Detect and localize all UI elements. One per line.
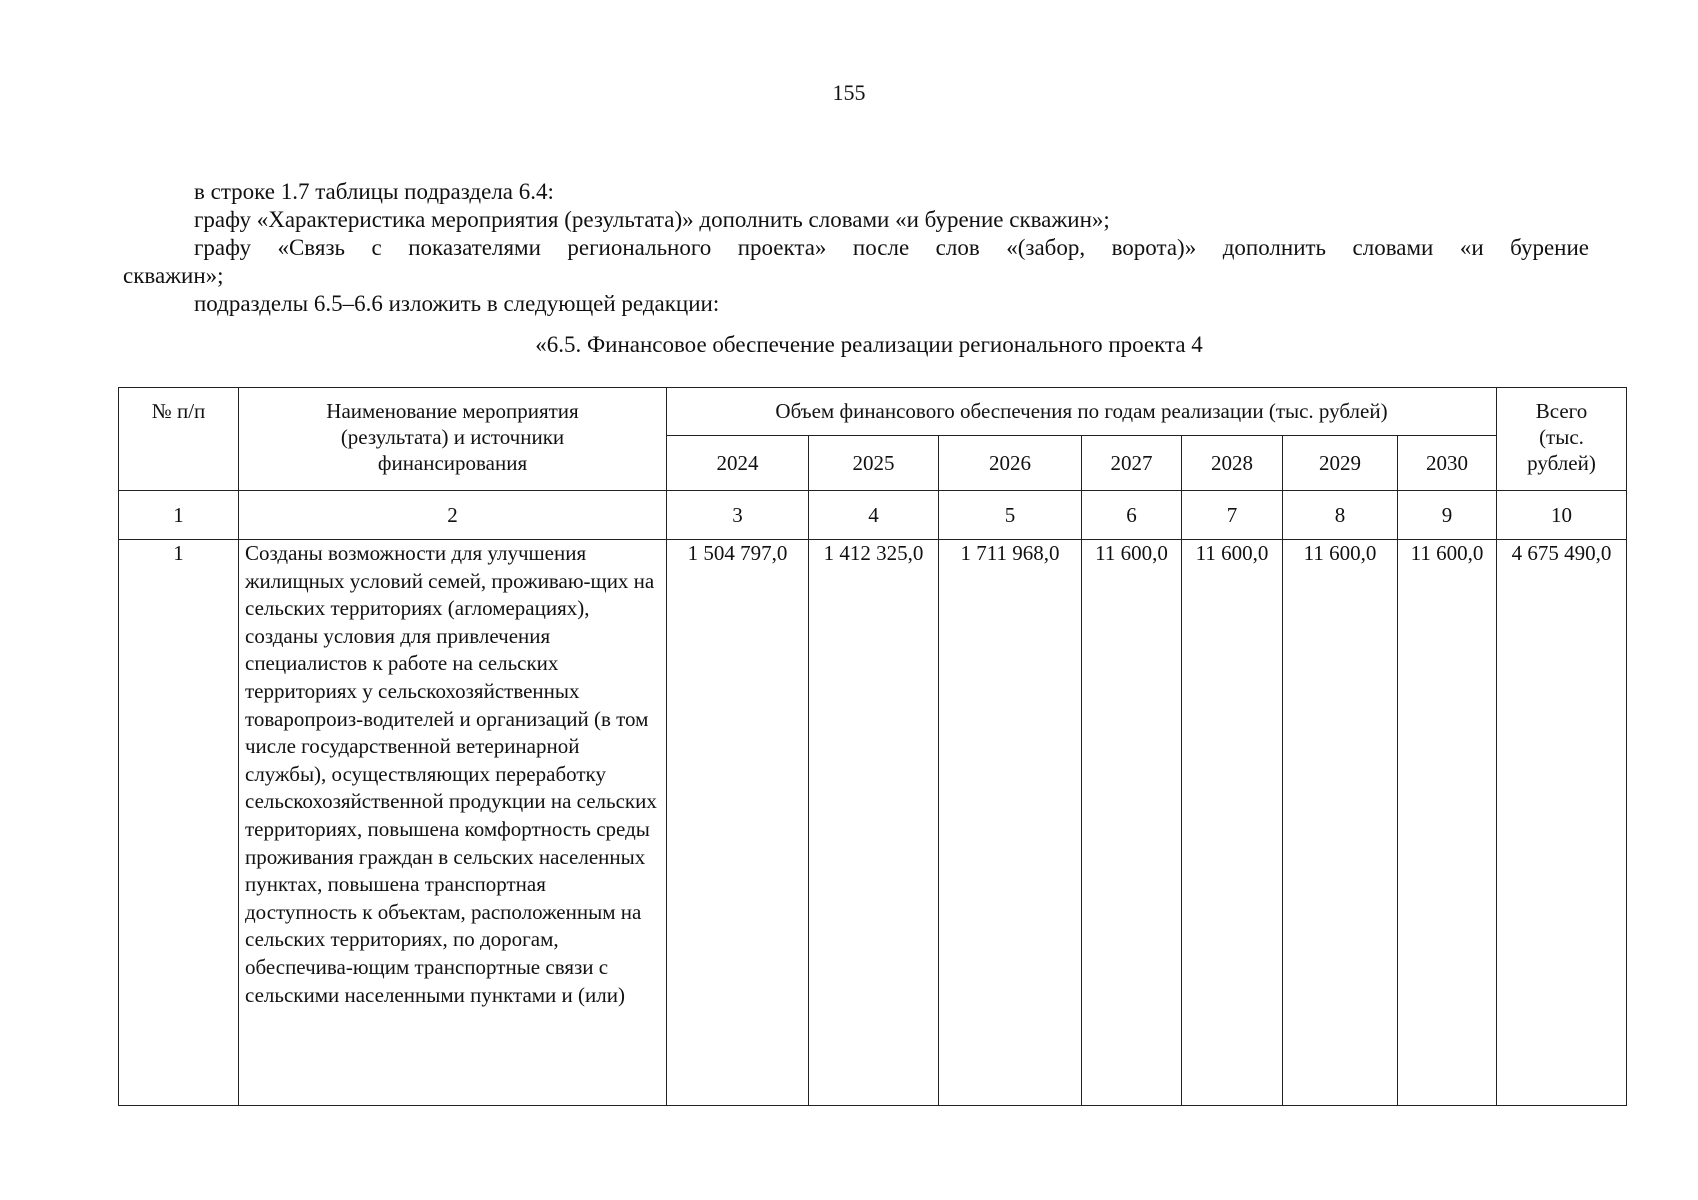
header-total: Всего (тыс. рублей) [1497, 388, 1627, 491]
intro-paragraph-4: подразделы 6.5–6.6 изложить в следующей редакции: [194, 291, 720, 316]
column-number: 1 [119, 491, 239, 540]
header-year: 2024 [667, 436, 809, 491]
column-number: 4 [809, 491, 939, 540]
row-value-2027: 11 600,0 [1082, 540, 1182, 1106]
row-value-2024: 1 504 797,0 [667, 540, 809, 1106]
column-number: 5 [939, 491, 1082, 540]
column-number: 7 [1182, 491, 1283, 540]
header-volume: Объем финансового обеспечения по годам реализации (тыс. рублей) [667, 388, 1497, 436]
row-value-2029: 11 600,0 [1283, 540, 1398, 1106]
header-year: 2027 [1082, 436, 1182, 491]
row-value-2030: 11 600,0 [1398, 540, 1497, 1106]
intro-paragraph-2: графу «Характеристика мероприятия (результата)» дополнить словами «и бурение скважин»; [194, 207, 1110, 232]
intro-text [123, 178, 1589, 318]
header-year: 2030 [1398, 436, 1497, 491]
intro-paragraph-1: в строке 1.7 таблицы подраздела 6.4: [194, 179, 554, 204]
intro-paragraph-3: графу «Связь с показателями регионального проекта» после слов «(забор, ворота)» дополнить словами «и бурение [194, 235, 1589, 260]
header-year: 2026 [939, 436, 1082, 491]
column-number: 9 [1398, 491, 1497, 540]
column-number: 3 [667, 491, 809, 540]
header-name: Наименование мероприятия (результата) и источники финансирования [239, 388, 667, 491]
row-value-2025: 1 412 325,0 [809, 540, 939, 1106]
section-heading: «6.5. Финансовое обеспечение реализации регионального проекта 4 [535, 332, 1203, 357]
header-year: 2029 [1283, 436, 1398, 491]
header-num: № п/п [119, 388, 239, 491]
row-total: 4 675 490,0 [1497, 540, 1627, 1106]
row-value-2026: 1 711 968,0 [939, 540, 1082, 1106]
header-year: 2028 [1182, 436, 1283, 491]
page-number: 155 [832, 80, 866, 105]
row-name: Созданы возможности для улучшения жилищных условий семей, проживаю-щих на сельских территориях (агломерациях), созданы условия для привлечения специалистов к работе на сельских территориях у сельскохозяйственных товаропроиз-водителей и организаций (в том числе государственной ветеринарной службы), осуществляющих переработку сельскохозяйственной продукции на сельских территориях, повышена комфортность среды проживания граждан в сельских населенных пунктах, повышена транспортная доступность к объектам, расположенным на сельских территориях, по дорогам, обеспечива-ющим транспортные связи с сельскими населенными пунктами и (или) [239, 540, 667, 1106]
financing-table [118, 387, 1627, 1106]
table-row [119, 540, 1627, 1106]
column-number: 10 [1497, 491, 1627, 540]
row-value-2028: 11 600,0 [1182, 540, 1283, 1106]
row-index: 1 [119, 540, 239, 1106]
intro-paragraph-3-continued: скважин»; [123, 263, 224, 288]
column-number: 6 [1082, 491, 1182, 540]
column-number: 2 [239, 491, 667, 540]
header-year: 2025 [809, 436, 939, 491]
column-number: 8 [1283, 491, 1398, 540]
column-number-row [119, 491, 1627, 540]
